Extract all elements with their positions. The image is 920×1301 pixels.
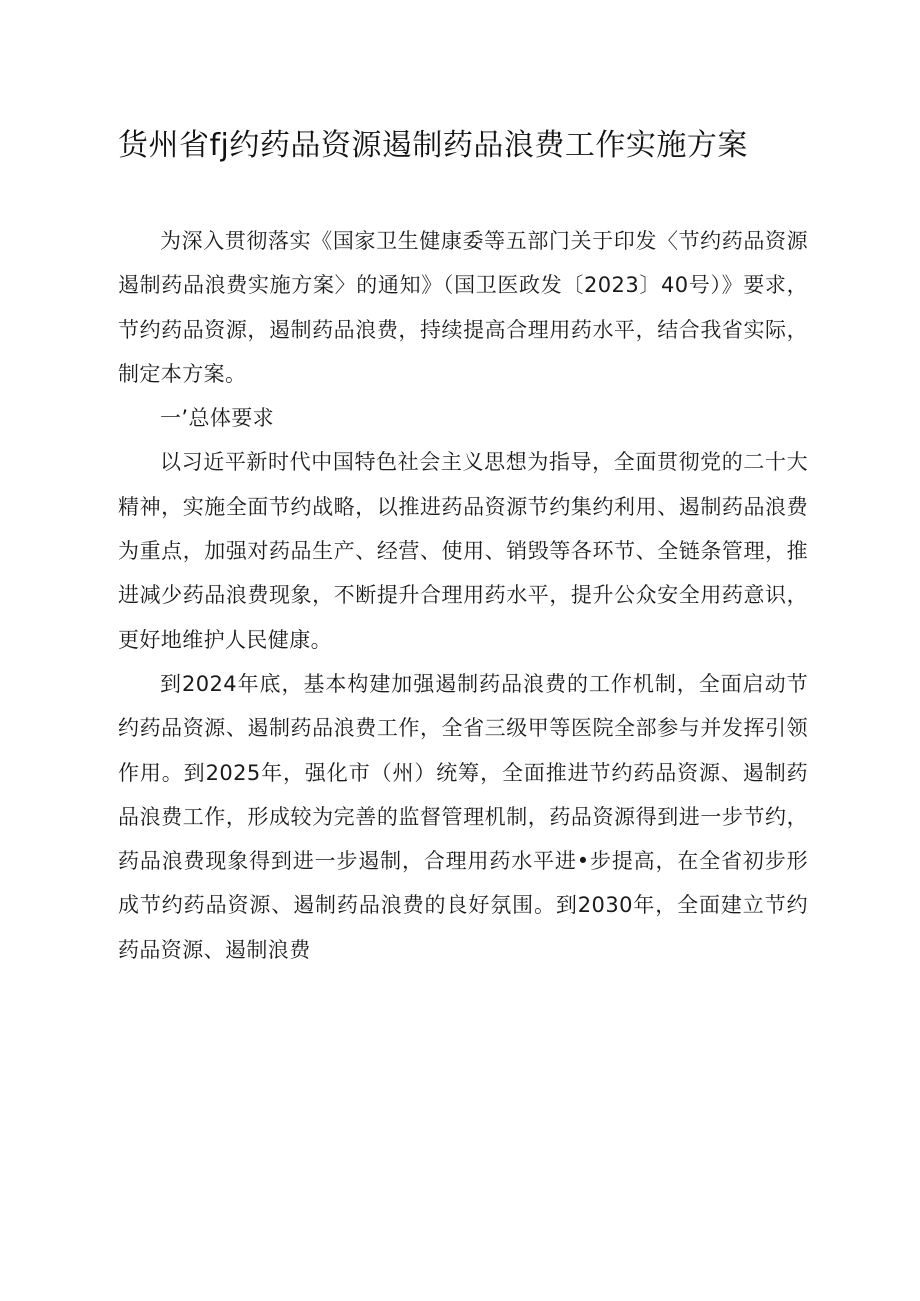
guiding-paragraph: 以习近平新时代中国特色社会主义思想为指导，全面贯彻党的二十大精神，实施全面节约战略，以推进药品资源节约集约利用、遏制药品浪费为重点，加强对药品生产、经营、使用、销毁等各环节、全链条管理，推进减少药品浪费现象，不断提升合理用药水平，提升公众安全用药意识，更好地维护人民健康。 <box>118 450 808 652</box>
section-heading: 一’总体要求 <box>160 406 275 431</box>
goals-paragraph: 到2024年底，基本构建加强遏制药品浪费的工作机制，全面启动节约药品资源、遏制药品浪费工作，全省三级甲等医院全部参与并发挥引领作用。到2025年，强化市（州）统筹，全面推进节约药品资源、遏制药品浪费工作，形成较为完善的监督管理机制，药品资源得到进一步节约，药品浪费现象得到进一步遏制，合理用药水平进•步提高，在全省初步形成节约药品资源、遏制药品浪费的良好氛围。到2030年，全面建立节约药品资源、遏制浪费 <box>118 671 808 962</box>
intro-paragraph: 为深入贯彻落实《国家卫生健康委等五部门关于印发〈节约药品资源遏制药品浪费实施方案〉的通知》（国卫医政发〔2023〕40号）》要求，节约药品资源，遏制药品浪费，持续提高合理用药水平，结合我省实际，制定本方案。 <box>118 229 808 386</box>
document-title: 货州省fj约药品资源遏制药品浪费工作实施方案 <box>118 128 748 163</box>
document-body <box>118 219 808 972</box>
